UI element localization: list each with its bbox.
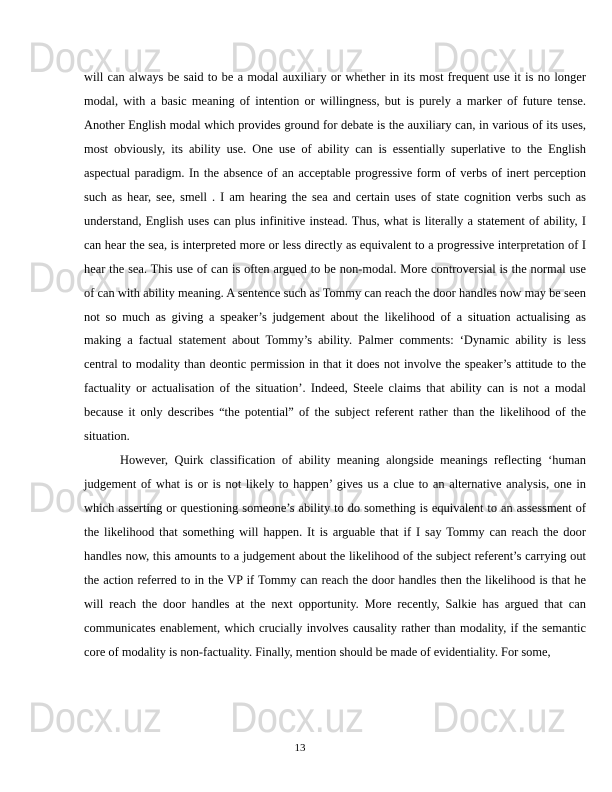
watermark-text: Docx.uz (28, 694, 162, 742)
watermark-text: Docx.uz (28, 254, 162, 302)
page-number (0, 742, 612, 754)
watermark-text: Docx.uz (230, 694, 364, 742)
body-paragraph: will can always be said to be a modal auxiliary or whether in its most frequent use it is no longer modal, with a basic meaning of intention or willingness, but is purely a marker of future tense. Another English modal which provides ground for debate is the auxiliary can, in various of its uses, most obviously, its ability use. One use of ability can is essentially superlative to the English aspectual paradigm. In the absence of an acceptable progressive form of verbs of inert perception such as hear, see, smell . I am hearing the sea and certain uses of state cognition verbs such as understand, English uses can plus infinitive instead. Thus, what is literally a statement of ability, I can hear the sea, is interpreted more or less directly as equivalent to a progressive interpretation of I hear the sea. This use of can is often argued to be non-modal. More controversial is the normal use of can with ability meaning. A sentence such as Tommy can reach the door handles now may be seen not so much as giving a speaker’s judgement about the likelihood of a situation actualising as making a factual statement about Tommy’s ability. Palmer comments: ‘Dynamic ability is less central to modality than deontic permission in that it does not involve the speaker’s attitude to the factuality or actualisation of the situation’. Indeed, Steele claims that ability can is not a modal because it only describes “the potential” of the subject referent rather than the likelihood of the situation. (84, 70, 586, 444)
watermark-text: Docx.uz (230, 474, 364, 522)
watermark-text: Docx.uz (432, 34, 566, 82)
document-body (84, 66, 586, 665)
watermark-text: Docx.uz (230, 254, 364, 302)
watermark-text: Docx.uz (28, 474, 162, 522)
watermark-text: Docx.uz (432, 694, 566, 742)
watermark-text: Docx.uz (28, 34, 162, 82)
page-number-text: 13 (294, 742, 306, 754)
body-paragraph: However, Quirk classification of ability meaning alongside meanings reflecting ‘human judgement of what is or is not likely to happen’ gives us a clue to an alternative analysis, one in which asserting or questioning someone’s ability to do something is equivalent to an assessment of the likelihood that something will happen. It is arguable that if I say Tommy can reach the door handles now, this amounts to a judgement about the likelihood of the subject referent’s carrying out the action referred to in the VP if Tommy can reach the door handles then the likelihood is that he will reach the door handles at the next opportunity. More recently, Salkie has argued that can communicates enablement, which crucially involves causality rather than modality, if the semantic core of modality is non-factuality. Finally, mention should be made of evidentiality. For some, (84, 453, 586, 659)
watermark-text: Docx.uz (432, 474, 566, 522)
watermark-row (0, 694, 612, 742)
watermark-text: Docx.uz (432, 254, 566, 302)
watermark-text: Docx.uz (230, 34, 364, 82)
